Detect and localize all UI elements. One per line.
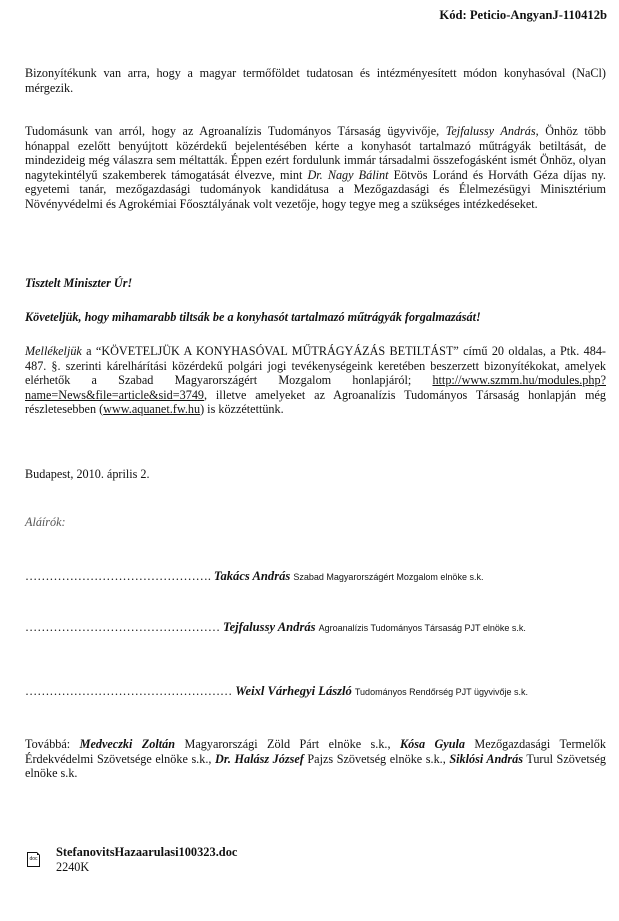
additional-lead: Továbbá: <box>25 737 80 751</box>
date-line: Budapest, 2010. április 2. <box>25 467 150 481</box>
signer-name: Tejfalussy András <box>223 620 316 634</box>
person-name-nagy: Dr. Nagy Bálint <box>307 167 389 182</box>
attachments-paragraph <box>25 344 606 417</box>
signature-dots: …………………………………………… <box>25 684 233 698</box>
additional-role-2: Mezőgazdasági Termelők Érdekvédelmi Szövetsége elnöke s.k., <box>25 737 606 766</box>
attachments-text-1: a “KÖVETELJÜK A KONYHASÓVAL MŰTRÁGYÁZÁS BETILTÁST” című 20 oldalas, a Ptk. 484-487. §. szerinti kárelhárítási közérdekű polgári jogi tevékenységeink keretében beszerzett bizonyítékokat, amelyek elérhetők a Szabad Magyarországért Mozgalom honlapjáról; <box>25 344 606 388</box>
attachments-text-2: , illetve amelyeket az Agroanalízis Tudományos Társaság honlapján még részletesebben ( <box>25 387 606 417</box>
main-paragraph-text-1: Tudomásunk van arról, hogy az Agroanalízis Tudományos Társaság ügyvivője, <box>25 124 446 138</box>
main-paragraph-text-2: Önhöz több hónappal ezelőtt benyújtott közérdekű bejelentésében kérte a konyhasót tartalmazó műtrágyák betiltását, de mindezideig még válaszra sem méltatták. Éppen ezért fordulunk immár társadalmi összefogásként ismét Önhöz, olyan nagytekintélyű szakemberek támogatását élvezve, mint <box>25 124 606 182</box>
additional-role-3: Pajzs Szövetség elnöke s.k., <box>303 751 450 766</box>
signature-line-3 <box>25 684 610 700</box>
main-paragraph <box>25 124 606 212</box>
salutation: Tisztelt Miniszter Úr! <box>25 276 133 290</box>
signature-line-1 <box>25 569 610 585</box>
signer-role: Szabad Magyarországért Mozgalom elnöke s.k. <box>293 572 484 582</box>
additional-name-3: Dr. Halász József <box>215 751 304 766</box>
aquanet-link[interactable]: www.aquanet.fw.hu <box>103 402 201 417</box>
signature-dots: ………………………………………. <box>25 569 211 583</box>
signer-name: Weixl Várhegyi László <box>235 684 352 698</box>
additional-name-2: Kósa Gyula <box>399 737 465 751</box>
additional-name-4: Siklósi András <box>449 751 523 766</box>
signer-role: Tudományos Rendőrség PJT ügyvivője s.k. <box>354 687 528 697</box>
additional-signers <box>25 737 606 781</box>
attachments-lead: Mellékeljük <box>25 344 82 358</box>
document-code: Kód: Peticio-AngyanJ-110412b <box>439 8 607 22</box>
main-paragraph-text-3: Eötvös Loránd és Horváth Géza díjas ny. egyetemi tanár, mezőgazdasági tudományok kandidátusa a Mezőgazdasági és Élelmezésügyi Minisztérium Növényvédelmi és Agrokémiai Főosztályának volt vezetője, hogy tegye meg a szükséges intézkedéseket. <box>25 167 606 211</box>
additional-name-1: Medveczki Zoltán <box>79 737 176 751</box>
signature-dots: ………………………………………… <box>25 620 220 634</box>
intro-paragraph: Bizonyítékunk van arra, hogy a magyar termőföldet tudatosan és intézményesített módon konyhasóval (NaCl) mérgezik. <box>25 66 606 95</box>
szmm-link[interactable]: http://www.szmm.hu/modules.php?name=News&file=article&sid=3749 <box>25 373 606 402</box>
document-icon[interactable]: doc <box>27 852 40 867</box>
additional-role-4: Turul Szövetség elnöke s.k. <box>25 751 606 781</box>
attachment-size: 2240K <box>56 860 90 874</box>
signer-name: Takács András <box>213 569 291 583</box>
person-name-tejfalussy: Tejfalussy András, <box>445 124 539 138</box>
demand-statement: Követeljük, hogy mihamarabb tiltsák be a konyhasót tartalmazó műtrágyák forgalmazását! <box>25 310 481 324</box>
signers-label: Aláírók: <box>25 515 66 529</box>
attachments-text-3: ) is közzétettünk. <box>200 402 284 417</box>
signer-role: Agroanalízis Tudományos Társaság PJT elnöke s.k. <box>318 623 526 633</box>
attachment-filename[interactable]: StefanovitsHazaarulasi100323.doc <box>56 845 238 859</box>
additional-role-1: Magyarországi Zöld Párt elnöke s.k., <box>175 737 400 751</box>
signature-line-2 <box>25 620 585 636</box>
